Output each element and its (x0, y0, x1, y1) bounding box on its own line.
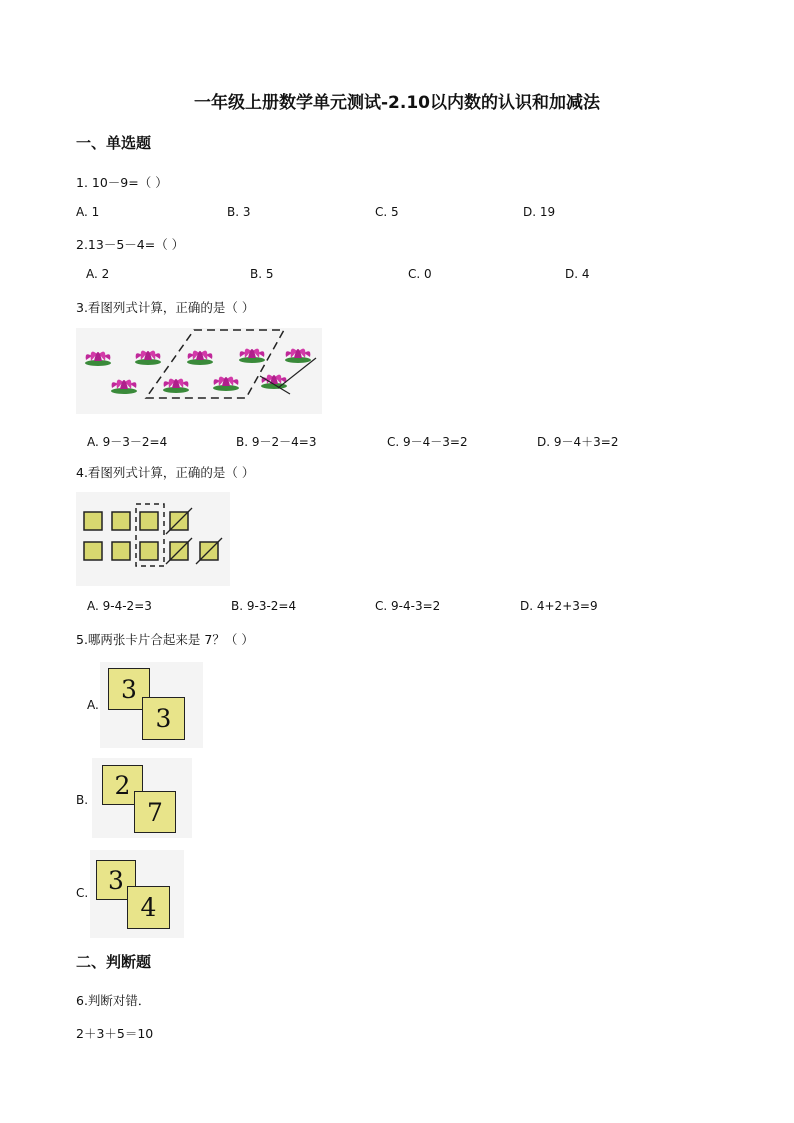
q3-option-b[interactable]: B. 9－2－4=3 (236, 435, 317, 449)
q2-option-c[interactable]: C. 0 (408, 267, 432, 281)
q2-option-a[interactable]: A. 2 (86, 267, 110, 281)
q4-option-a[interactable]: A. 9-4-2=3 (87, 599, 152, 613)
q1-option-b[interactable]: B. 3 (227, 205, 251, 219)
section-heading-single-choice: 一、单选题 (76, 134, 152, 152)
question-6-stem: 6.判断对错． (76, 993, 151, 1008)
question-5-stem: 5.哪两张卡片合起来是 7？（ ） (76, 632, 254, 647)
q1-option-d[interactable]: D. 19 (523, 205, 556, 219)
q3-option-c[interactable]: C. 9－4－3=2 (387, 435, 468, 449)
question-6-statement: 2＋3＋5＝10 (76, 1026, 154, 1041)
lotus-flowers-image (76, 328, 322, 414)
q4-option-b[interactable]: B. 9-3-2=4 (231, 599, 297, 613)
section-heading-true-false: 二、判断题 (76, 953, 152, 971)
q5-choice-c-label[interactable]: C. (76, 886, 89, 900)
number-card: 3 (142, 697, 185, 740)
q5-choice-c-figure[interactable] (90, 850, 184, 938)
q5-choice-a-figure[interactable] (100, 662, 203, 748)
q3-option-a[interactable]: A. 9－3－2=4 (87, 435, 168, 449)
question-4-stem: 4.看图列式计算，正确的是（ ） (76, 465, 255, 480)
q2-option-b[interactable]: B. 5 (250, 267, 274, 281)
page-title: 一年级上册数学单元测试-2.10以内数的认识和加减法 (194, 93, 600, 113)
q5-choice-a-label[interactable]: A. (87, 698, 99, 712)
q4-squares-figure (76, 492, 230, 586)
q4-option-c[interactable]: C. 9-4-3=2 (375, 599, 441, 613)
q5-choice-b-label[interactable]: B. (76, 793, 89, 807)
question-2-stem: 2.13－5－4=（ ） (76, 237, 185, 252)
q3-lotus-figure (76, 328, 322, 414)
q5-choice-b-figure[interactable] (92, 758, 192, 838)
number-card: 3 (96, 860, 136, 900)
q1-option-c[interactable]: C. 5 (375, 205, 399, 219)
number-card: 2 (102, 765, 143, 805)
q3-option-d[interactable]: D. 9－4＋3=2 (537, 435, 619, 449)
q4-option-d[interactable]: D. 4+2+3=9 (520, 599, 598, 613)
number-card: 7 (134, 791, 176, 833)
squares-image (76, 492, 230, 586)
question-3-stem: 3.看图列式计算，正确的是（ ） (76, 300, 255, 315)
question-1-stem: 1. 10－9=（ ） (76, 175, 168, 190)
number-card: 4 (127, 886, 170, 929)
number-card: 3 (108, 668, 150, 710)
q2-option-d[interactable]: D. 4 (565, 267, 590, 281)
q1-option-a[interactable]: A. 1 (76, 205, 100, 219)
